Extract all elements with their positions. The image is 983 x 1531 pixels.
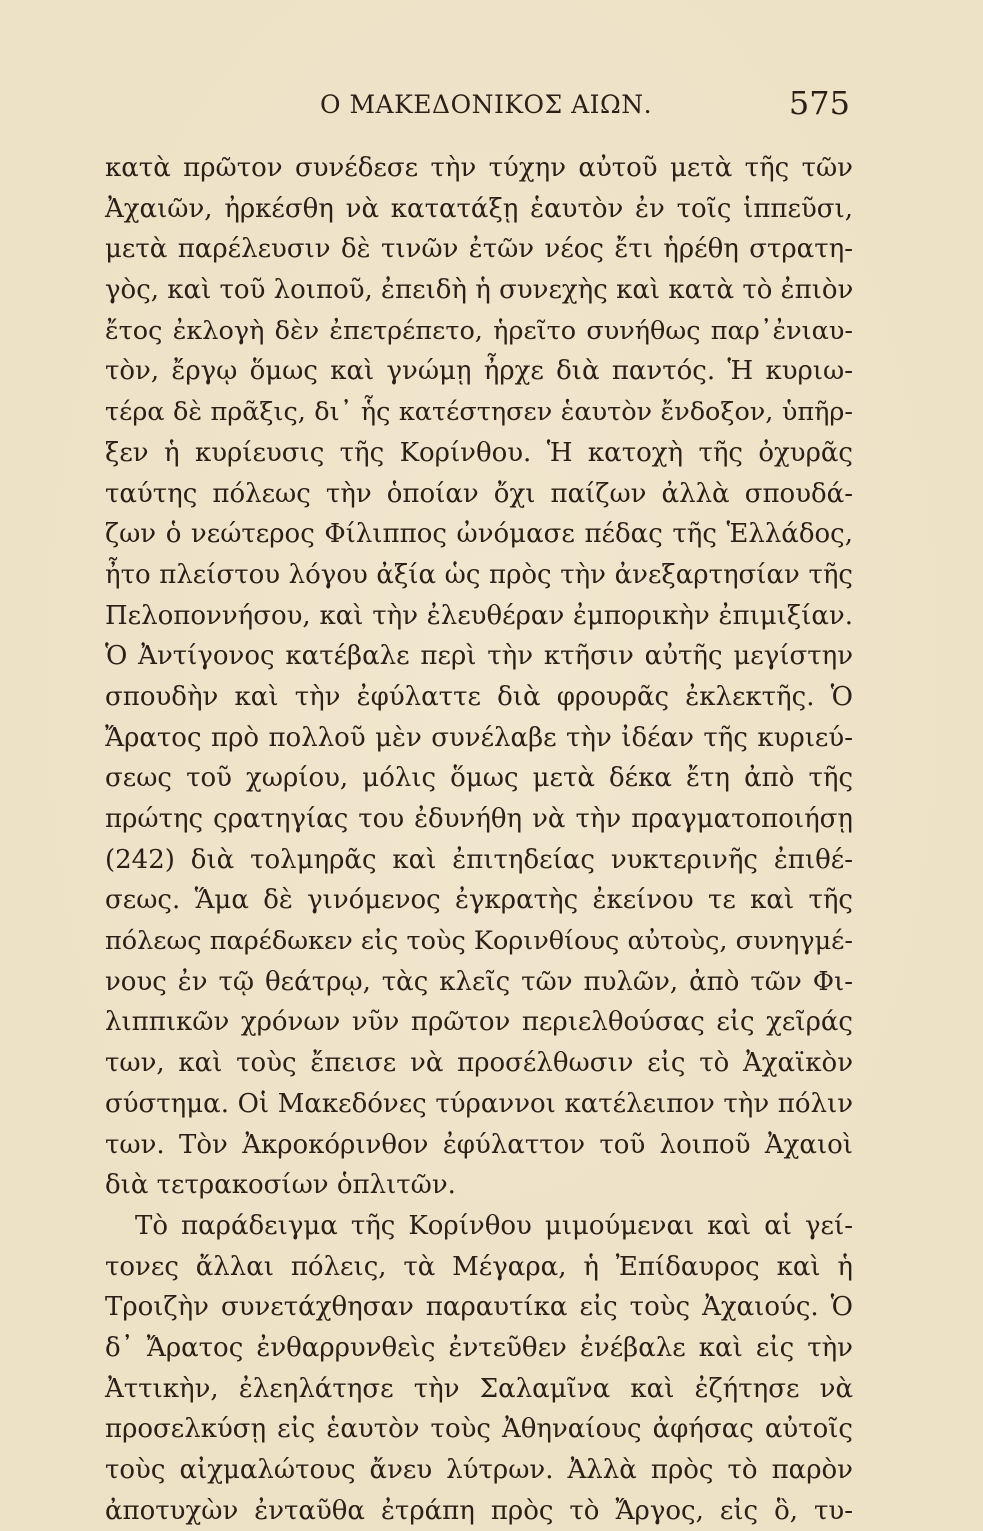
text-line: πρώτης ςρατηγίας του ἐδυνήθη νὰ τὴν πραγματοποιήσῃ	[105, 804, 853, 834]
text-line: μετὰ παρέλευσιν δὲ τινῶν ἐτῶν νέος ἔτι ἡρέθη στρατη-	[105, 234, 853, 265]
text-line: Ἀττικὴν, ἐλεηλάτησε τὴν Σαλαμῖνα καὶ ἐζήτησε νὰ	[105, 1373, 853, 1404]
text-line: γὸς, καὶ τοῦ λοιποῦ, ἐπειδὴ ἡ συνεχὴς καὶ κατὰ τὸ ἐπιὸν	[105, 275, 854, 306]
text-line: των, καὶ τοὺς ἔπεισε νὰ προσέλθωσιν εἰς τὸ Ἀχαϊκὸν	[105, 1048, 853, 1079]
page-header	[105, 86, 850, 126]
text-line: σεως. Ἅμα δὲ γινόμενος ἐγκρατὴς ἐκείνου τε καὶ τῆς	[105, 885, 853, 916]
text-line: προσελκύσῃ εἰς ἑαυτὸν τοὺς Ἀθηναίους ἀφήσας αὐτοῖς	[105, 1414, 853, 1445]
page-number: 575	[788, 84, 850, 122]
text-line: τὸν, ἔργῳ ὅμως καὶ γνώμῃ ἦρχε διὰ παντός. Ἡ κυριω-	[105, 356, 853, 387]
body-text	[105, 148, 853, 1531]
text-line: ἦτο πλείστου λόγου ἀξία ὡς πρὸς τὴν ἀνεξαρτησίαν τῆς	[105, 559, 853, 590]
text-line: σεως τοῦ χωρίου, μόλις ὅμως μετὰ δέκα ἔτη ἀπὸ τῆς	[105, 763, 853, 794]
text-line: σύστημα. Οἱ Μακεδόνες τύραννοι κατέλειπον τὴν πόλιν	[105, 1088, 853, 1119]
text-line: Ὁ Ἀντίγονος κατέβαλε περὶ τὴν κτῆσιν αὐτῆς μεγίστην	[105, 641, 853, 672]
text-line: Τροιζὴν συνετάχθησαν παραυτίκα εἰς τοὺς Ἀχαιούς. Ὁ	[105, 1292, 853, 1323]
text-line: κατὰ πρῶτον συνέδεσε τὴν τύχην αὐτοῦ μετὰ τῆς τῶν	[105, 153, 853, 183]
text-line: λιππικῶν χρόνων νῦν πρῶτον περιελθούσας εἰς χεῖράς	[105, 1007, 853, 1038]
text-line: τονες ἄλλαι πόλεις, τὰ Μέγαρα, ἡ Ἐπίδαυρος καὶ ἡ	[105, 1251, 853, 1282]
text-line: (242) διὰ τολμηρᾶς καὶ ἐπιτηδείας νυκτερινῆς ἐπιθέ-	[105, 844, 853, 875]
text-line: ζων ὁ νεώτερος Φίλιππος ὠνόμασε πέδας τῆς Ἑλλάδος,	[105, 519, 853, 550]
text-line: δ᾽ Ἄρατος ἐνθαρρυνθεὶς ἐντεῦθεν ἐνέβαλε καὶ εἰς τὴν	[105, 1332, 853, 1363]
text-line-paragraph-end: διὰ τετρακοσίων ὁπλιτῶν.	[105, 1170, 456, 1201]
text-line: τοὺς αἰχμαλώτους ἄνευ λύτρων. Ἀλλὰ πρὸς τὸ παρὸν	[105, 1455, 853, 1485]
text-line: ἀποτυχὼν ἐνταῦθα ἐτράπη πρὸς τὸ Ἄργος, εἰς ὃ, τυ-	[105, 1495, 853, 1526]
text-line: τέρα δὲ πρᾶξις, δι᾽ ἧς κατέστησεν ἑαυτὸν ἔνδοξον, ὑπῆρ-	[105, 397, 853, 428]
text-line: Ἄρατος πρὸ πολλοῦ μὲν συνέλαβε τὴν ἰδέαν τῆς κυριεύ-	[105, 722, 853, 753]
text-line: ταύτης πόλεως τὴν ὁποίαν ὄχι παίζων ἀλλὰ σπουδά-	[105, 478, 853, 509]
text-line: πόλεως παρέδωκεν εἰς τοὺς Κορινθίους αὐτοὺς, συνηγμέ-	[105, 926, 853, 957]
text-line: ξεν ἡ κυρίευσις τῆς Κορίνθου. Ἡ κατοχὴ τῆς ὀχυρᾶς	[105, 437, 853, 468]
text-line: Ἀχαιῶν, ἠρκέσθη νὰ κατατάξῃ ἑαυτὸν ἐν τοῖς ἱππεῦσι,	[105, 193, 853, 224]
text-line: σπουδὴν καὶ τὴν ἐφύλαττε διὰ φρουρᾶς ἐκλεκτῆς. Ὁ	[105, 681, 853, 712]
text-line: των. Τὸν Ἀκροκόρινθον ἐφύλαττον τοῦ λοιποῦ Ἀχαιοὶ	[105, 1129, 853, 1160]
text-line-paragraph-start: Τὸ παράδειγμα τῆς Κορίνθου μιμούμεναι καὶ αἱ γεί-	[135, 1210, 853, 1241]
text-line: Πελοποννήσου, καὶ τὴν ἐλευθέραν ἐμπορικὴν ἐπιμιξίαν.	[105, 600, 853, 631]
text-line: νους ἐν τῷ θεάτρῳ, τὰς κλεῖς τῶν πυλῶν, ἀπὸ τῶν Φι-	[105, 966, 853, 997]
running-head: Ο ΜΑΚΕΔΟΝΙΚΟΣ ΑΙΩΝ.	[320, 90, 653, 119]
text-line: ἔτος ἐκλογὴ δὲν ἐπετρέπετο, ἡρεῖτο συνήθως παρ᾽ἐνιαυ-	[105, 315, 853, 346]
